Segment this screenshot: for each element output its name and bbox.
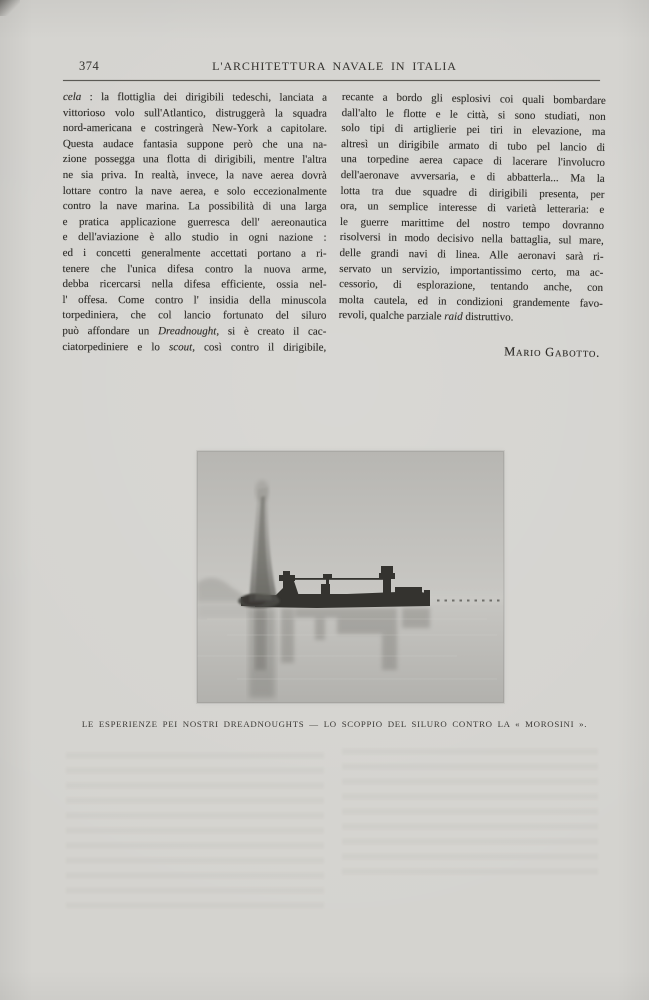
text-line: altresì un dirigibile armato di tubo pel lancio di bbox=[341, 137, 606, 154]
text-line: delle grandi navi di linea. Alle aeronavi sarà ri- bbox=[339, 246, 604, 263]
running-header-title: L'ARCHITETTURA NAVALE IN ITALIA bbox=[212, 59, 457, 73]
text-line: e dell'aviazione è allo studio in ogni nazione : bbox=[62, 231, 327, 245]
ship-explosion-illustration bbox=[197, 451, 504, 703]
text-line: torpediniera, che col lancio fortunato del siluro bbox=[62, 309, 327, 323]
text-line: lotta tra due squadre di dirigibili presenta, per bbox=[340, 184, 605, 201]
figure-photo-torpedo-explosion bbox=[197, 451, 504, 703]
text-line: revoli, qualche parziale raid distruttivo. bbox=[338, 309, 514, 324]
scan-corner-smudge bbox=[0, 0, 20, 16]
author-signature: Mario Gabotto. bbox=[504, 344, 601, 360]
plume-top-wisp bbox=[255, 480, 269, 502]
text-line: ora, un semplice interesse di varietà letteraria: e bbox=[340, 200, 605, 217]
text-line: solo tipi di artiglierie pei tiri in elevazione, ma bbox=[341, 122, 606, 139]
bleedthrough-texture-right bbox=[342, 744, 598, 882]
header-rule bbox=[63, 80, 600, 81]
text-line: dell'aeronave avversaria, e di abbatterla... Ma la bbox=[340, 168, 605, 185]
text-line: cessorio, di esplorazione, tentando anche, con bbox=[339, 278, 604, 295]
bleedthrough-texture-left bbox=[66, 748, 324, 908]
text-line: recante a bordo gli esplosivi coi quali bombardare bbox=[341, 90, 606, 107]
text-line: servato un servizio, importantissimo certo, ma ac- bbox=[339, 262, 604, 279]
text-line: l' offesa. Come contro l' insidia della minuscola bbox=[62, 293, 327, 307]
text-line: risolversi in modo decisivo nella battaglia, sul mare, bbox=[339, 231, 604, 248]
text-line: e pratica applicazione guerresca dell' aereonautica bbox=[62, 215, 327, 229]
text-line: vittorioso volo sull'Atlantico, distruggerà la squadra bbox=[62, 106, 327, 120]
text-line: ed i concetti generalmente accettati portano a ri- bbox=[62, 246, 327, 260]
text-line: dall'alto le flotte e le città, si sono studiati, non bbox=[341, 106, 606, 123]
text-line: cela : la flottiglia dei dirigibili tedeschi, lanciata a bbox=[62, 91, 327, 104]
article-body bbox=[63, 90, 606, 358]
text-line: ciatorpediniere e lo scout, così contro il dirigibile, bbox=[62, 340, 327, 354]
text-line: molta cautela, ed in condizioni grandemente favo- bbox=[338, 293, 603, 310]
article-right-column bbox=[338, 90, 606, 361]
text-line: lottare contro la nave aerea, e solo eccezionalmente bbox=[62, 184, 327, 198]
page-number: 374 bbox=[79, 59, 100, 73]
text-line: può affondare un Dreadnought, si è creato il cac- bbox=[62, 324, 327, 338]
text-line: contro la nave marina. La possibilità di una larga bbox=[62, 200, 327, 213]
text-line: debba ricercarsi nella difesa efficiente, ossia nel- bbox=[62, 278, 327, 291]
plume-reflection-core bbox=[255, 608, 266, 670]
text-line: zione possegga una flotta di dirigibili, mentre l'altra bbox=[62, 153, 327, 167]
text-line: nord-americana e costringerà New-York a capitolare. bbox=[62, 122, 327, 135]
text-line: tenere che l'unica difesa contro la nuova arme, bbox=[62, 262, 327, 276]
article-left-column bbox=[62, 90, 327, 358]
text-line: una torpedine aerea capace di lacerare l'involucro bbox=[340, 153, 606, 170]
text-line: le guerre marittime del nostro tempo dovranno bbox=[339, 215, 605, 232]
text-line: ne sia priva. In realtà, invece, la nave aerea dovrà bbox=[62, 168, 327, 182]
text-line: Questa audace fantasia suppone però che una na- bbox=[62, 137, 327, 151]
figure-caption: LE ESPERIENZE PEI NOSTRI DREADNOUGHTS — LO SCOPPIO DEL SILURO CONTRO LA « MOROSINI ». bbox=[81, 719, 588, 729]
